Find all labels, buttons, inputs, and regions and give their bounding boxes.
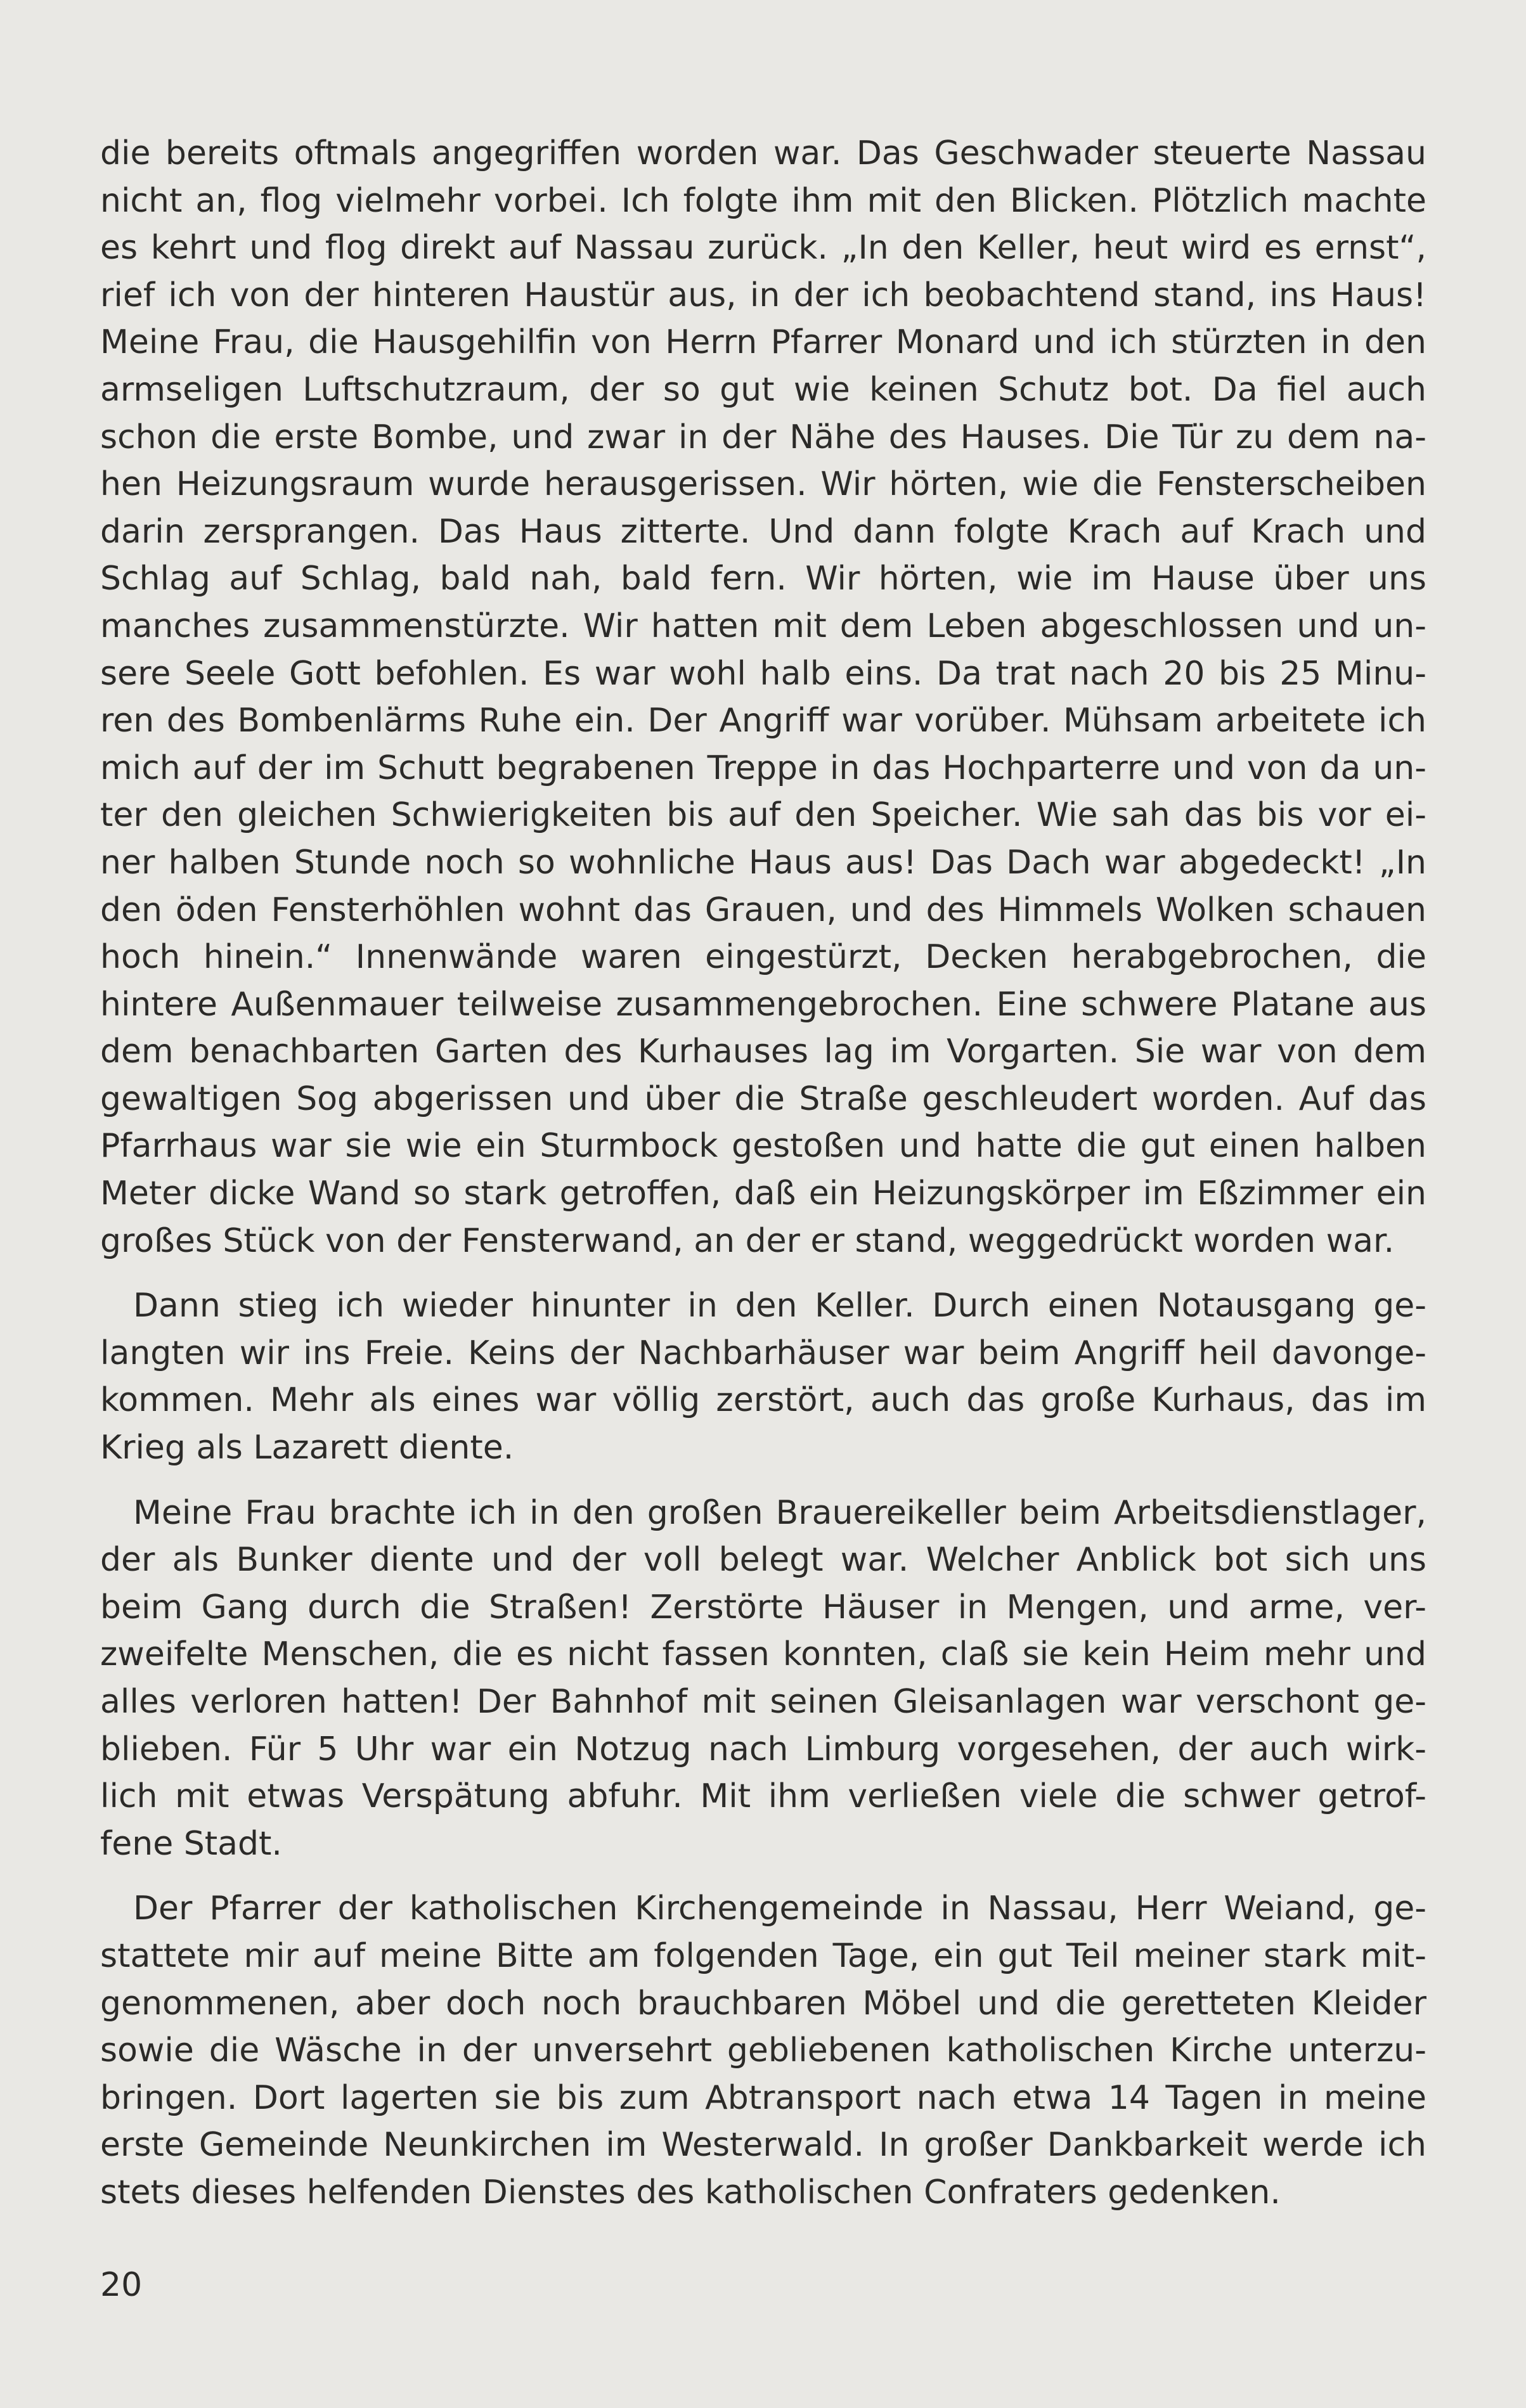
paragraph-4	[100, 1885, 1426, 2216]
text-line: die bereits oftmals angegriffen worden war. Das Geschwader steuerte Nassau	[100, 134, 1426, 172]
text-line: Meter dicke Wand so stark getroffen, daß ein Heizungskörper im Eßzimmer ein	[100, 1175, 1426, 1213]
body-text	[100, 130, 1426, 2217]
text-line: stattete mir auf meine Bitte am folgenden Tage, ein gut Teil meiner stark mit-	[100, 1936, 1426, 1975]
text-line: Schlag auf Schlag, bald nah, bald fern. Wir hörten, wie im Hause über uns	[100, 560, 1426, 598]
paragraph-2	[100, 1282, 1426, 1471]
paragraph-3	[100, 1490, 1426, 1868]
text-line: blieben. Für 5 Uhr war ein Notzug nach Limburg vorgesehen, der auch wirk-	[100, 1730, 1426, 1768]
text-line: dem benachbarten Garten des Kurhauses lag im Vorgarten. Sie war von dem	[100, 1033, 1426, 1071]
text-line: fene Stadt.	[100, 1824, 282, 1863]
text-line: stets dieses helfenden Dienstes des katholischen Confraters gedenken.	[100, 2173, 1281, 2212]
paragraph-gap	[100, 1472, 1426, 1490]
text-line: kommen. Mehr als eines war völlig zerstört, auch das große Kurhaus, das im	[100, 1381, 1426, 1420]
text-line: sowie die Wäsche in der unversehrt gebliebenen katholischen Kirche unterzu-	[100, 2031, 1426, 2070]
text-line: es kehrt und flog direkt auf Nassau zurück. „In den Keller, heut wird es ernst“,	[100, 229, 1426, 267]
text-line: hen Heizungsraum wurde herausgerissen. Wir hörten, wie die Fensterscheiben	[100, 465, 1426, 504]
text-line: bringen. Dort lagerten sie bis zum Abtransport nach etwa 14 Tagen in meine	[100, 2078, 1426, 2117]
text-line: großes Stück von der Fensterwand, an der er stand, weggedrückt worden war.	[100, 1221, 1395, 1260]
text-line: Krieg als Lazarett diente.	[100, 1429, 514, 1467]
text-line: ner halben Stunde noch so wohnliche Haus aus! Das Dach war abgedeckt! „In	[100, 843, 1426, 882]
text-line: Pfarrhaus war sie wie ein Sturmbock gestoßen und hatte die gut einen halben	[100, 1127, 1426, 1166]
text-line: ter den gleichen Schwierigkeiten bis auf den Speicher. Wie sah das bis vor ei-	[100, 796, 1426, 835]
text-line: lich mit etwas Verspätung abfuhr. Mit ihm verließen viele die schwer getrof-	[100, 1777, 1426, 1816]
page-number: 20	[100, 2266, 143, 2304]
text-line: Der Pfarrer der katholischen Kirchengemeinde in Nassau, Herr Weiand, ge-	[133, 1890, 1426, 1928]
text-line: nicht an, flog vielmehr vorbei. Ich folgte ihm mit den Blicken. Plötzlich machte	[100, 181, 1426, 220]
text-line: Meine Frau brachte ich in den großen Brauereikeller beim Arbeitsdienstlager,	[133, 1493, 1426, 1532]
text-line: mich auf der im Schutt begrabenen Treppe in das Hochparterre und von da un-	[100, 749, 1426, 787]
text-line: langten wir ins Freie. Keins der Nachbarhäuser war beim Angriff heil davonge-	[100, 1334, 1426, 1372]
text-line: ren des Bombenlärms Ruhe ein. Der Angriff war vorüber. Mühsam arbeitete ich	[100, 702, 1426, 740]
text-line: schon die erste Bombe, und zwar in der Nähe des Hauses. Die Tür zu dem na-	[100, 418, 1426, 456]
text-line: der als Bunker diente und der voll belegt war. Welcher Anblick bot sich uns	[100, 1541, 1426, 1580]
text-line: den öden Fensterhöhlen wohnt das Grauen, und des Himmels Wolken schauen	[100, 891, 1426, 929]
text-line: zweifelte Menschen, die es nicht fassen konnten, claß sie kein Heim mehr und	[100, 1635, 1426, 1674]
text-line: alles verloren hatten! Der Bahnhof mit seinen Gleisanlagen war verschont ge-	[100, 1683, 1426, 1721]
text-line: rief ich von der hinteren Haustür aus, in der ich beobachtend stand, ins Haus!	[100, 276, 1426, 314]
text-line: armseligen Luftschutzraum, der so gut wie keinen Schutz bot. Da fiel auch	[100, 370, 1426, 409]
text-line: genommenen, aber doch noch brauchbaren Möbel und die geretteten Kleider	[100, 1984, 1426, 2023]
text-line: beim Gang durch die Straßen! Zerstörte Häuser in Mengen, und arme, ver-	[100, 1588, 1426, 1626]
text-line: hoch hinein.“ Innenwände waren eingestürzt, Decken herabgebrochen, die	[100, 938, 1426, 977]
text-line: erste Gemeinde Neunkirchen im Westerwald. In großer Dankbarkeit werde ich	[100, 2126, 1426, 2165]
text-line: manches zusammenstürzte. Wir hatten mit dem Leben abgeschlossen und un-	[100, 607, 1426, 645]
text-line: darin zersprangen. Das Haus zitterte. Und dann folgte Krach auf Krach und	[100, 512, 1426, 551]
text-line: gewaltigen Sog abgerissen und über die Straße geschleudert worden. Auf das	[100, 1079, 1426, 1118]
text-line: hintere Außenmauer teilweise zusammengebrochen. Eine schwere Platane aus	[100, 985, 1426, 1024]
text-line: Meine Frau, die Hausgehilfin von Herrn Pfarrer Monard und ich stürzten in den	[100, 323, 1426, 362]
text-line: Dann stieg ich wieder hinunter in den Keller. Durch einen Notausgang ge-	[133, 1287, 1426, 1325]
paragraph-1	[100, 130, 1426, 1265]
paragraph-gap	[100, 1867, 1426, 1885]
paragraph-gap	[100, 1265, 1426, 1282]
text-line: sere Seele Gott befohlen. Es war wohl halb eins. Da trat nach 20 bis 25 Minu-	[100, 654, 1426, 693]
